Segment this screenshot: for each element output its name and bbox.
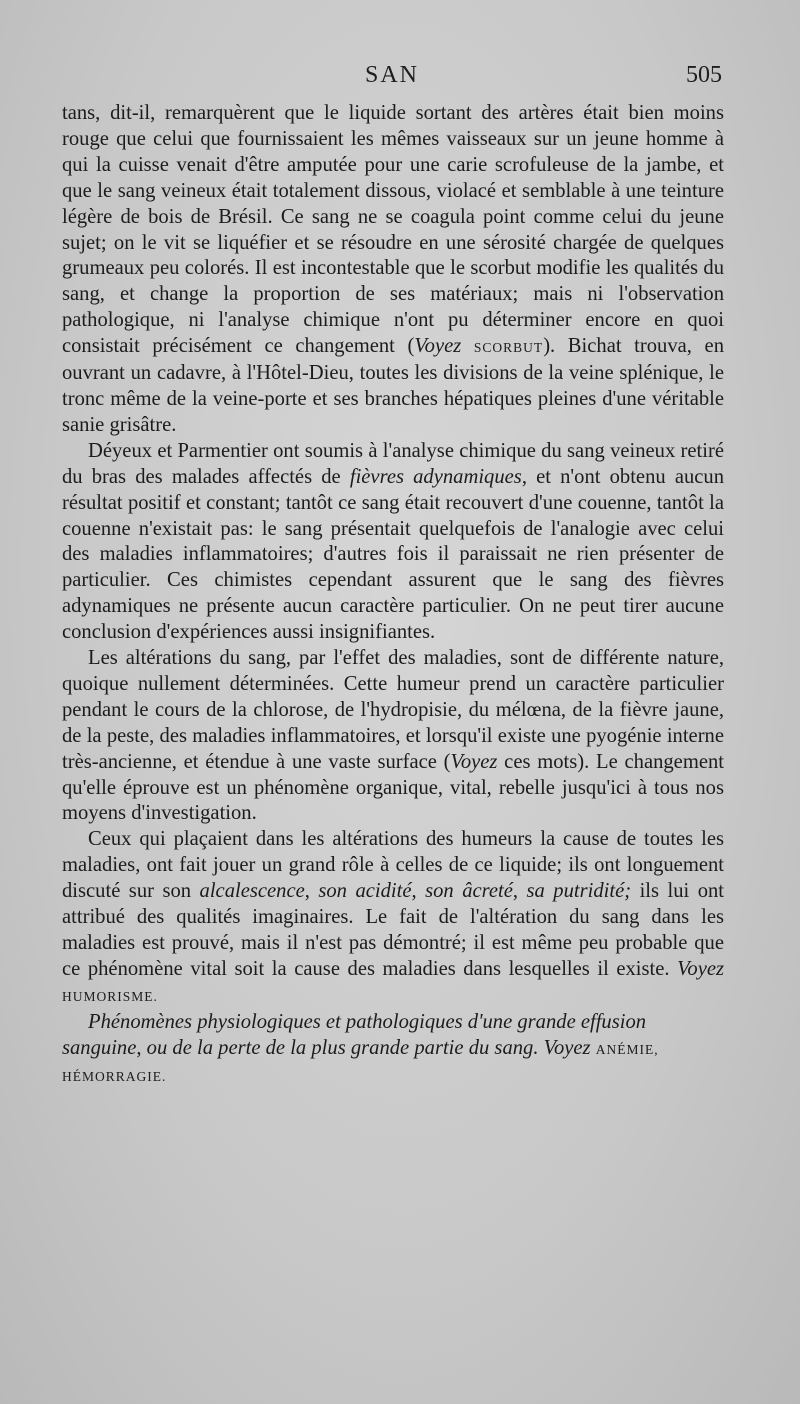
text-run: , bbox=[304, 880, 319, 903]
text-run: ils lui ont attribué des qualités imaginaires. Le fait de l'altération du sang dans les maladies est prouvé, mais il n'est pas démontré; il est même peu probable que ce phénomène vital soit la cause des maladies dans lesquelles il existe. bbox=[62, 880, 725, 980]
body-text bbox=[62, 101, 724, 1089]
emphasis: ou de la perte de la plus grande partie du sang. bbox=[146, 1036, 539, 1059]
text-run: ). Bichat trouva, en ouvrant un cadavre, à l'Hôtel-Dieu, toutes les divisions de la veine splénique, le tronc même de la veine-porte et ses branches hépatiques pleines d'une véritable sanie grisâtre. bbox=[62, 335, 724, 436]
cross-reference-voyez: Voyez bbox=[543, 1036, 591, 1059]
cross-reference-voyez: Voyez bbox=[450, 750, 498, 773]
text-run: , bbox=[136, 1036, 147, 1059]
cross-reference-term: ANÉMIE, HÉMORRAGIE. bbox=[62, 1041, 659, 1084]
paragraph-1 bbox=[62, 101, 724, 439]
text-run: Ceux qui plaçaient dans les altérations des humeurs la cause de toutes les maladies, ont fait jouer un grand rôle à celles de ce liquide; ils ont longuement discuté sur son bbox=[62, 828, 724, 903]
emphasis: son âcreté bbox=[425, 880, 513, 903]
page-header bbox=[62, 62, 722, 96]
text-run: , bbox=[512, 880, 527, 903]
cross-reference-voyez: Voyez bbox=[677, 957, 724, 980]
text-run: tans, dit-il, remarquèrent que le liquide sortant des artères était bien moins rouge que celui que fournissaient les mêmes vaisseaux sur un jeune homme à qui la cuisse venait d'être amputée pour une carie scrofuleuse de la jambe, et que le sang veineux était totalement dissous, violacé et semblable à une teinture légère de bois de Brésil. Ce sang ne se coagula point comme celui du jeune sujet; on le vit se liquéfier et se résoudre en une sérosité chargée de quelques grumeaux peu colorés. Il est incontestable que le scorbut modifie les qualités du sang, et change la proportion de ses matériaux; mais ni l'observation pathologique, ni l'analyse chimique n'ont pu déterminer encore en quoi consistait précisément ce changement ( bbox=[62, 102, 724, 358]
text-run: ces mots). Le changement qu'elle éprouve est un phénomène organique, vital, rebelle jusqu'ici à tous nos moyens d'investigation. bbox=[62, 750, 724, 825]
emphasis: alcalescence bbox=[199, 880, 305, 903]
text-run: , et n'ont obtenu aucun résultat positif et constant; tantôt ce sang était recouvert d'une couenne, tantôt la couenne n'existait pas: le sang présentait quelquefois de l'analogie avec celui des maladies inflammatoires; d'autres fois il paraissait ne rien présenter de particulier. Ces chimistes cependant assurent que le sang des fièvres adynamiques ne présente aucun caractère particulier. On ne peut tirer aucune conclusion d'expériences aussi insignifiantes. bbox=[62, 465, 724, 644]
cross-reference-term: SCORBUT bbox=[473, 340, 544, 356]
page-number: 505 bbox=[686, 62, 722, 88]
paragraph-4 bbox=[62, 827, 724, 1009]
text-run: , bbox=[411, 880, 426, 903]
paragraph-2 bbox=[62, 439, 724, 646]
emphasis: sa putridité; bbox=[526, 880, 632, 903]
cross-reference-voyez: Voyez bbox=[414, 335, 462, 358]
emphasis: son acidité bbox=[318, 880, 412, 903]
paragraph-5 bbox=[62, 1010, 724, 1090]
paragraph-3 bbox=[62, 646, 724, 827]
emphasis: Phénomènes physiologiques et pathologiques d'une grande effusion sanguine bbox=[62, 1010, 647, 1059]
text-run: Déyeux et Parmentier ont soumis à l'analyse chimique du sang veineux retiré du bras des malades affectés de bbox=[62, 439, 724, 488]
cross-reference-term: HUMORISME. bbox=[62, 988, 158, 1004]
emphasis: fièvres adynamiques bbox=[349, 465, 522, 488]
text-run: Les altérations du sang, par l'effet des maladies, sont de différente nature, quoique nullement déterminées. Cette humeur prend un caractère particulier pendant le cours de la chlorose, de l'hydropisie, du mélœna, de la fièvre jaune, de la peste, des maladies inflammatoires, et lorsqu'il existe une pyogénie interne très-ancienne, et étendue à une vaste surface ( bbox=[62, 647, 724, 773]
running-head: SAN bbox=[364, 62, 419, 88]
